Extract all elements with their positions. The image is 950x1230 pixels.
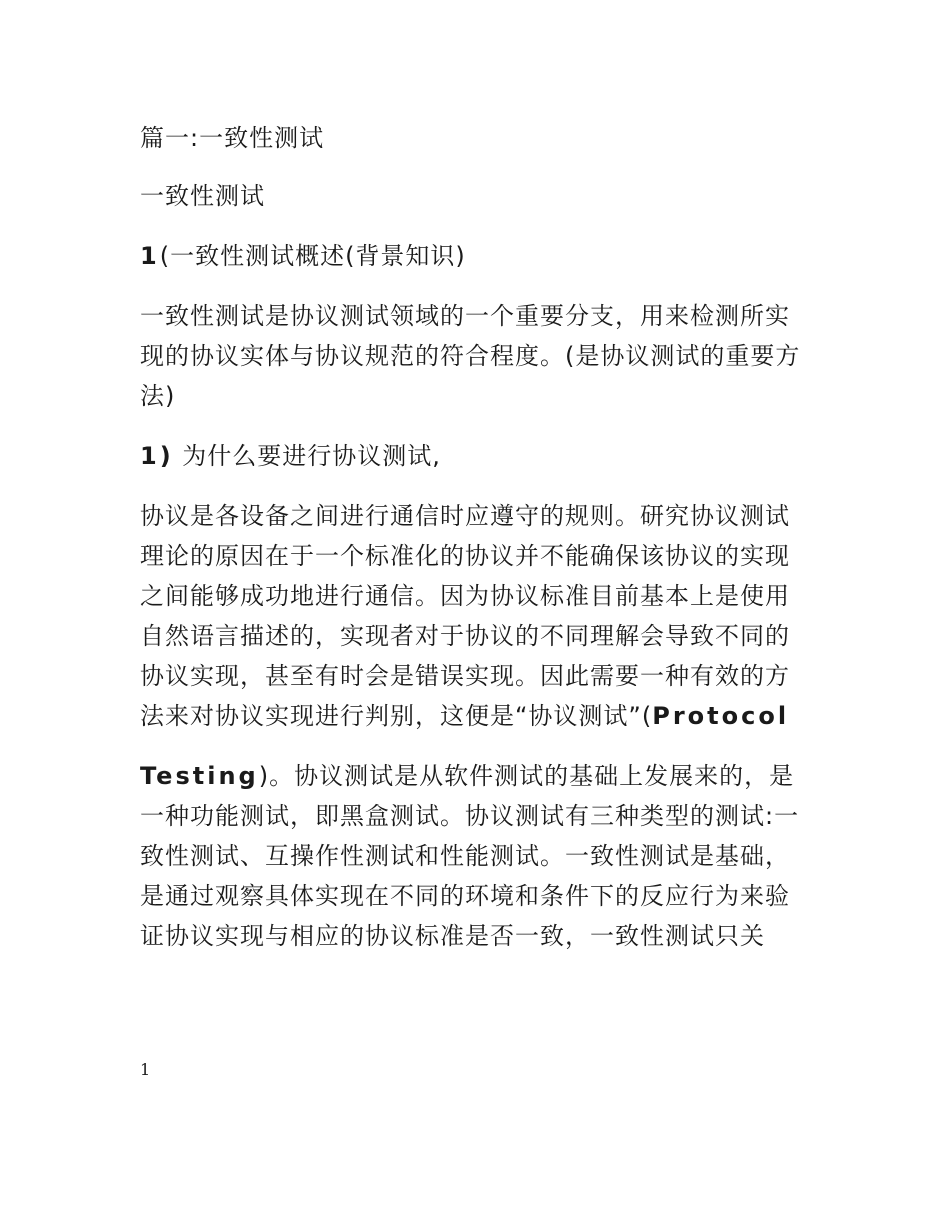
document-title: 篇一:一致性测试 [140, 124, 325, 152]
body-paragraph-1 [140, 496, 812, 736]
page-number: 1 [140, 1060, 151, 1079]
document-subtitle: 一致性测试 [140, 182, 265, 210]
question-heading [140, 436, 812, 476]
body-paragraph-2-text: )。协议测试是从软件测试的基础上发展来的，是一种功能测试，即黑盒测试。协议测试有三种类型的测试:一致性测试、互操作性测试和性能测试。一致性测试是基础，是通过观察具体实现在不同的环境和条件下的反应行为来验证协议实现与相应的协议标准是否一致，一致性测试只关 [140, 762, 800, 950]
section-heading-text: (一致性测试概述(背景知识) [159, 242, 466, 270]
question-number: 1) [140, 442, 174, 470]
question-text: 为什么要进行协议测试, [173, 442, 441, 470]
term-testing: Testing [140, 762, 259, 790]
body-paragraph-2 [140, 756, 812, 956]
body-paragraph-1-text: 协议是各设备之间进行通信时应遵守的规则。研究协议测试理论的原因在于一个标准化的协议并不能确保该协议的实现之间能够成功地进行通信。因为协议标准目前基本上是使用自然语言描述的，实现者对于协议的不同理解会导致不同的协议实现，甚至有时会是错误实现。因此需要一种有效的方法来对协议实现进行判别，这便是“协议测试”( [140, 502, 790, 730]
section-number: 1 [140, 242, 160, 270]
section-heading-1 [140, 236, 812, 276]
definition-paragraph: 一致性测试是协议测试领域的一个重要分支，用来检测所实现的协议实体与协议规范的符合程度。(是协议测试的重要方法) [140, 302, 801, 410]
document-body [140, 118, 812, 956]
term-protocol: Protocol [652, 702, 790, 730]
